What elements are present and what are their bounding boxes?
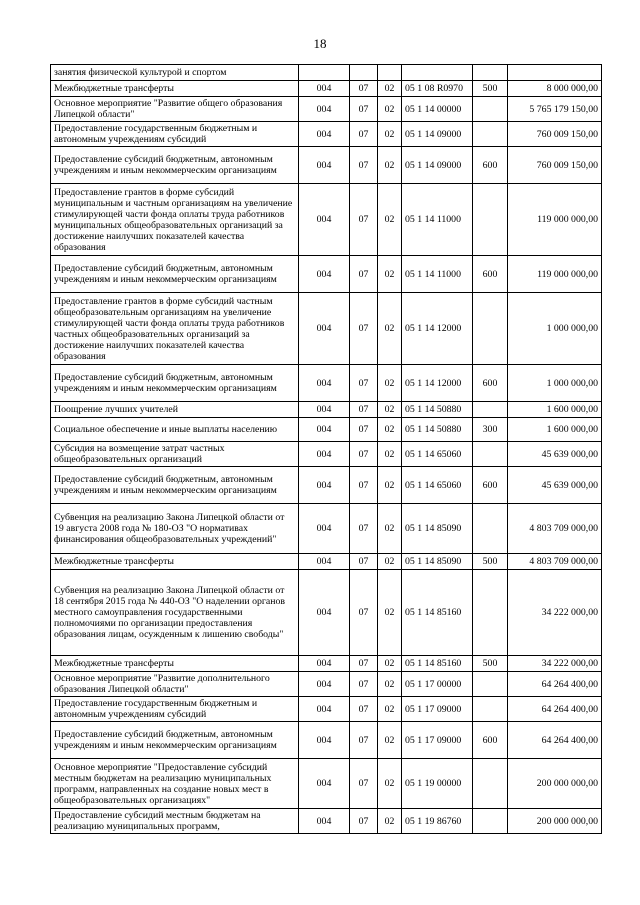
admin-code-cell: 004 [299,122,350,147]
amount-cell: 34 222 000,00 [508,656,602,672]
subsection-code-cell: 02 [378,809,402,834]
amount-cell: 1 600 000,00 [508,402,602,418]
amount-cell: 45 639 000,00 [508,442,602,467]
admin-code-cell: 004 [299,656,350,672]
subsection-code-cell: 02 [378,467,402,504]
subsection-code-cell: 02 [378,722,402,759]
table-row [51,402,602,418]
amount-cell: 200 000 000,00 [508,759,602,809]
expense-type-cell [473,697,508,722]
table-row [51,442,602,467]
amount-cell: 200 000 000,00 [508,809,602,834]
table-row [51,184,602,256]
target-article-cell: 05 1 19 00000 [402,759,473,809]
budget-item-name: Предоставление субсидий бюджетным, автономным учреждениям и иным некоммерческим организациям [51,147,299,184]
admin-code-cell: 004 [299,697,350,722]
target-article-cell: 05 1 14 00000 [402,97,473,122]
section-code-cell: 07 [350,256,378,293]
admin-code-cell [299,65,350,81]
admin-code-cell: 004 [299,672,350,697]
target-article-cell: 05 1 14 11000 [402,184,473,256]
budget-item-name: Основное мероприятие "Предоставление субсидий местным бюджетам на реализацию муниципальных программ, направленных на создание новых мест в общеобразовательных организациях" [51,759,299,809]
expense-type-cell [473,184,508,256]
target-article-cell: 05 1 14 09000 [402,122,473,147]
table-row [51,672,602,697]
amount-cell: 45 639 000,00 [508,467,602,504]
subsection-code-cell: 02 [378,122,402,147]
section-code-cell: 07 [350,570,378,656]
target-article-cell: 05 1 14 85090 [402,504,473,554]
table-row [51,467,602,504]
section-code-cell: 07 [350,402,378,418]
subsection-code-cell: 02 [378,697,402,722]
section-code-cell: 07 [350,293,378,365]
target-article-cell: 05 1 14 12000 [402,293,473,365]
budget-item-name: Субвенция на реализацию Закона Липецкой области от 19 августа 2008 года № 180-ОЗ "О нормативах финансирования общеобразовательных учреждений" [51,504,299,554]
subsection-code-cell: 02 [378,672,402,697]
amount-cell: 64 264 400,00 [508,672,602,697]
amount-cell: 119 000 000,00 [508,184,602,256]
table-row [51,256,602,293]
subsection-code-cell: 02 [378,81,402,97]
amount-cell: 4 803 709 000,00 [508,504,602,554]
admin-code-cell: 004 [299,81,350,97]
section-code-cell: 07 [350,722,378,759]
section-code-cell: 07 [350,97,378,122]
budget-item-name: Предоставление субсидий бюджетным, автономным учреждениям и иным некоммерческим организациям [51,722,299,759]
budget-item-name: Предоставление субсидий бюджетным, автономным учреждениям и иным некоммерческим организациям [51,365,299,402]
budget-item-name: Поощрение лучших учителей [51,402,299,418]
target-article-cell: 05 1 08 R0970 [402,81,473,97]
section-code-cell [350,65,378,81]
target-article-cell [402,65,473,81]
expense-type-cell: 600 [473,722,508,759]
budget-item-name: Субсидия на возмещение затрат частных общеобразовательных организаций [51,442,299,467]
target-article-cell: 05 1 17 00000 [402,672,473,697]
budget-item-name: Основное мероприятие "Развитие дополнительного образования Липецкой области" [51,672,299,697]
subsection-code-cell: 02 [378,656,402,672]
section-code-cell: 07 [350,184,378,256]
table-row [51,293,602,365]
admin-code-cell: 004 [299,759,350,809]
admin-code-cell: 004 [299,147,350,184]
budget-item-name: Предоставление государственным бюджетным и автономным учреждениям субсидий [51,122,299,147]
expense-type-cell: 500 [473,81,508,97]
section-code-cell: 07 [350,122,378,147]
admin-code-cell: 004 [299,442,350,467]
amount-cell: 64 264 400,00 [508,722,602,759]
admin-code-cell: 004 [299,365,350,402]
expense-type-cell: 500 [473,656,508,672]
target-article-cell: 05 1 14 50880 [402,402,473,418]
budget-item-name: Межбюджетные трансферты [51,81,299,97]
table-row [51,365,602,402]
expense-type-cell [473,570,508,656]
amount-cell: 760 009 150,00 [508,147,602,184]
expense-type-cell: 600 [473,365,508,402]
admin-code-cell: 004 [299,256,350,293]
section-code-cell: 07 [350,365,378,402]
target-article-cell: 05 1 14 65060 [402,442,473,467]
section-code-cell: 07 [350,467,378,504]
table-row [51,81,602,97]
table-row [51,504,602,554]
subsection-code-cell: 02 [378,365,402,402]
target-article-cell: 05 1 14 50880 [402,418,473,442]
amount-cell: 1 000 000,00 [508,365,602,402]
table-row [51,554,602,570]
admin-code-cell: 004 [299,402,350,418]
subsection-code-cell: 02 [378,442,402,467]
table-row [51,418,602,442]
budget-item-name: Социальное обеспечение и иные выплаты населению [51,418,299,442]
target-article-cell: 05 1 14 09000 [402,147,473,184]
budget-item-name: Предоставление субсидий бюджетным, автономным учреждениям и иным некоммерческим организациям [51,256,299,293]
expense-type-cell [473,759,508,809]
target-article-cell: 05 1 14 12000 [402,365,473,402]
table-row [51,97,602,122]
section-code-cell: 07 [350,672,378,697]
table-row [51,697,602,722]
budget-item-name: Предоставление грантов в форме субсидий муниципальным и частным организациям на увеличение стимулирующей части фонда оплаты труда работников муниципальных общеобразовательных организаций за достижение наилучших показателей качества образования [51,184,299,256]
expense-type-cell: 600 [473,256,508,293]
subsection-code-cell: 02 [378,402,402,418]
admin-code-cell: 004 [299,184,350,256]
amount-cell [508,65,602,81]
expense-type-cell [473,402,508,418]
table-row [51,122,602,147]
expense-type-cell [473,504,508,554]
subsection-code-cell: 02 [378,570,402,656]
subsection-code-cell [378,65,402,81]
amount-cell: 1 600 000,00 [508,418,602,442]
admin-code-cell: 004 [299,97,350,122]
target-article-cell: 05 1 19 86760 [402,809,473,834]
amount-cell: 5 765 179 150,00 [508,97,602,122]
budget-item-name: Предоставление субсидий местным бюджетам на реализацию муниципальных программ, [51,809,299,834]
expense-type-cell: 500 [473,554,508,570]
section-code-cell: 07 [350,697,378,722]
target-article-cell: 05 1 14 85160 [402,570,473,656]
expense-type-cell [473,672,508,697]
target-article-cell: 05 1 17 09000 [402,722,473,759]
admin-code-cell: 004 [299,570,350,656]
expense-type-cell: 600 [473,147,508,184]
target-article-cell: 05 1 14 85090 [402,554,473,570]
expense-type-cell [473,97,508,122]
subsection-code-cell: 02 [378,147,402,184]
admin-code-cell: 004 [299,467,350,504]
expense-type-cell: 300 [473,418,508,442]
page-number: 18 [313,36,327,51]
admin-code-cell: 004 [299,722,350,759]
expense-type-cell [473,442,508,467]
section-code-cell: 07 [350,656,378,672]
subsection-code-cell: 02 [378,554,402,570]
subsection-code-cell: 02 [378,293,402,365]
budget-item-name: Предоставление грантов в форме субсидий частным общеобразовательным организациям на увеличение стимулирующей части фонда оплаты труда работников частных общеобразовательных организаций за достижение наилучших показателей качества образования [51,293,299,365]
expense-type-cell [473,809,508,834]
subsection-code-cell: 02 [378,759,402,809]
section-code-cell: 07 [350,81,378,97]
target-article-cell: 05 1 17 09000 [402,697,473,722]
table-row [51,65,602,81]
section-code-cell: 07 [350,554,378,570]
target-article-cell: 05 1 14 85160 [402,656,473,672]
subsection-code-cell: 02 [378,184,402,256]
section-code-cell: 07 [350,759,378,809]
budget-item-name: Субвенция на реализацию Закона Липецкой области от 18 сентября 2015 года № 440-ОЗ "О наделении органов местного самоуправления государственными полномочиями по организации предоставления образования лицам, осужденным к лишению свободы" [51,570,299,656]
amount-cell: 64 264 400,00 [508,697,602,722]
amount-cell: 8 000 000,00 [508,81,602,97]
budget-item-name: Предоставление субсидий бюджетным, автономным учреждениям и иным некоммерческим организациям [51,467,299,504]
section-code-cell: 07 [350,504,378,554]
section-code-cell: 07 [350,147,378,184]
admin-code-cell: 004 [299,554,350,570]
budget-item-name: Межбюджетные трансферты [51,656,299,672]
subsection-code-cell: 02 [378,504,402,554]
amount-cell: 1 000 000,00 [508,293,602,365]
expense-type-cell [473,293,508,365]
expense-type-cell [473,122,508,147]
table-row [51,809,602,834]
table-row [51,147,602,184]
section-code-cell: 07 [350,442,378,467]
budget-item-name: Основное мероприятие "Развитие общего образования Липецкой области" [51,97,299,122]
table-row [51,759,602,809]
expense-type-cell [473,65,508,81]
budget-item-name: занятия физической культурой и спортом [51,65,299,81]
budget-table [50,64,602,834]
table-row [51,570,602,656]
amount-cell: 119 000 000,00 [508,256,602,293]
admin-code-cell: 004 [299,418,350,442]
target-article-cell: 05 1 14 65060 [402,467,473,504]
table-row [51,656,602,672]
budget-item-name: Межбюджетные трансферты [51,554,299,570]
budget-item-name: Предоставление государственным бюджетным и автономным учреждениям субсидий [51,697,299,722]
subsection-code-cell: 02 [378,97,402,122]
section-code-cell: 07 [350,418,378,442]
expense-type-cell: 600 [473,467,508,504]
amount-cell: 4 803 709 000,00 [508,554,602,570]
amount-cell: 760 009 150,00 [508,122,602,147]
section-code-cell: 07 [350,809,378,834]
subsection-code-cell: 02 [378,256,402,293]
admin-code-cell: 004 [299,809,350,834]
admin-code-cell: 004 [299,293,350,365]
subsection-code-cell: 02 [378,418,402,442]
target-article-cell: 05 1 14 11000 [402,256,473,293]
amount-cell: 34 222 000,00 [508,570,602,656]
table-row [51,722,602,759]
admin-code-cell: 004 [299,504,350,554]
